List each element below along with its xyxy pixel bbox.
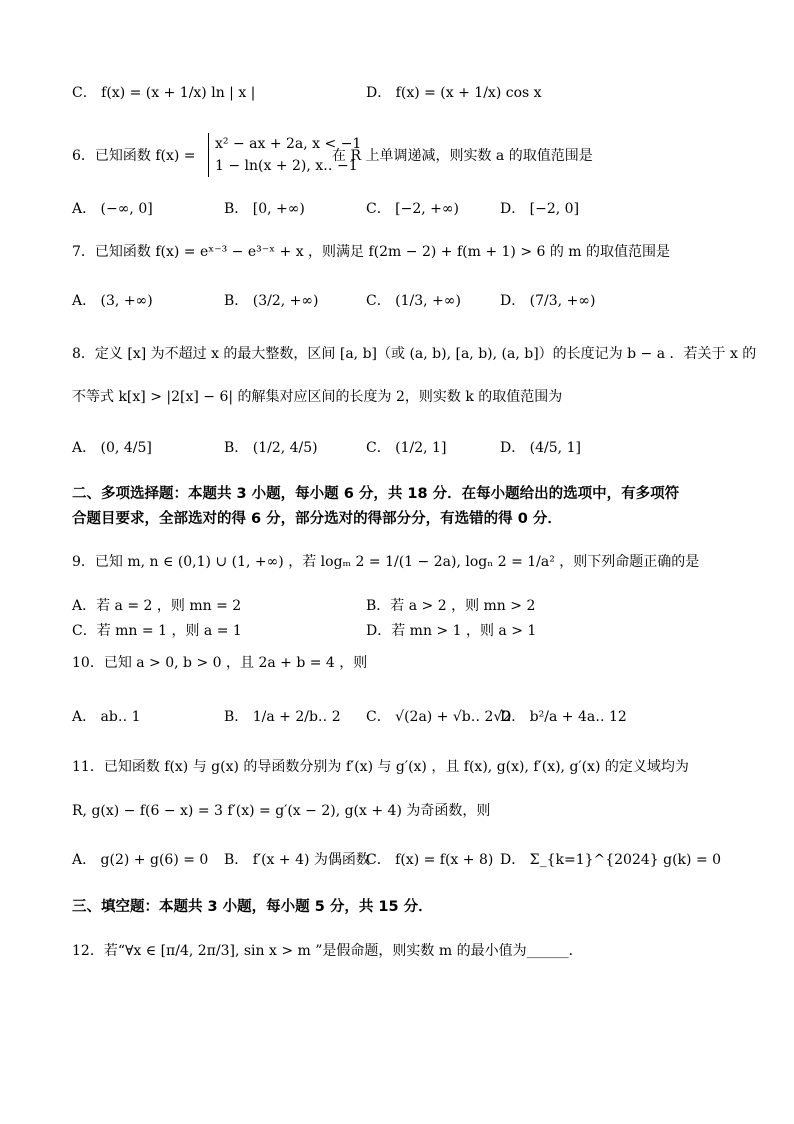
q7-option-a: A． (3, +∞) bbox=[72, 293, 153, 309]
section-3-heading: 三、填空题：本题共 3 小题，每小题 5 分，共 15 分． bbox=[72, 899, 433, 915]
q6-case-1: x² − ax + 2a, x < −1 bbox=[215, 136, 362, 152]
q8-option-c: C． (1/2, 1] bbox=[366, 440, 447, 456]
q6-option-d: D． [−2, 0] bbox=[500, 201, 580, 217]
q10-option-b: B． 1/a + 2/b‥ 2 bbox=[224, 709, 341, 725]
q11-option-d: D． Σ_{k=1}^{2024} g(k) = 0 bbox=[500, 852, 722, 868]
q9-option-b: B．若 a > 2 ，则 mn > 2 bbox=[366, 598, 536, 614]
q7-option-b: B． (3/2, +∞) bbox=[224, 293, 319, 309]
section-2-heading-line-1: 二、多项选择题：本题共 3 小题，每小题 6 分，共 18 分．在每小题给出的选项中，有多项符 bbox=[72, 486, 680, 502]
q7-stem: 7．已知函数 f(x) = eˣ⁻³ − e³⁻ˣ + x ，则满足 f(2m − 2) + f(m + 1) > 6 的 m 的取值范围是 bbox=[72, 244, 671, 260]
q8-line-2: 不等式 k[x] > |2[x] − 6| 的解集对应区间的长度为 2，则实数 k 的取值范围为 bbox=[72, 389, 563, 405]
q7-option-d: D． (7/3, +∞) bbox=[500, 293, 596, 309]
q11-option-a: A． g(2) + g(6) = 0 bbox=[72, 852, 209, 868]
q6-suffix: 在 R 上单调递减，则实数 a 的取值范围是 bbox=[332, 148, 593, 164]
q8-option-b: B． (1/2, 4/5) bbox=[224, 440, 318, 456]
q8-line-1: 8．定义 [x] 为不超过 x 的最大整数，区间 [a, b]（或 (a, b), [a, b), (a, b]）的长度记为 b − a ．若关于 x 的 bbox=[72, 346, 757, 362]
q6-option-c: C． [−2, +∞) bbox=[366, 201, 460, 217]
q10-option-a: A． ab‥ 1 bbox=[72, 709, 141, 725]
q6-option-a: A． (−∞, 0] bbox=[72, 201, 153, 217]
q10-option-c: C． √(2a) + √b‥ 2√2 bbox=[366, 709, 512, 725]
q6-prefix: 6．已知函数 f(x) = bbox=[72, 148, 196, 164]
q6-option-b: B． [0, +∞) bbox=[224, 201, 305, 217]
q9-option-d: D．若 mn > 1 ，则 a > 1 bbox=[366, 623, 537, 639]
q11-line-1: 11．已知函数 f(x) 与 g(x) 的导函数分别为 f′(x) 与 g′(x) ，且 f(x), g(x), f′(x), g′(x) 的定义域均为 bbox=[72, 759, 689, 775]
q11-line-2: R, g(x) − f(6 − x) = 3 f′(x) = g′(x − 2), g(x + 4) 为奇函数，则 bbox=[72, 803, 491, 819]
q10-stem: 10．已知 a > 0, b > 0 ，且 2a + b = 4 ，则 bbox=[72, 655, 368, 671]
q10-option-d: D． b²/a + 4a‥ 12 bbox=[500, 709, 627, 725]
q9-stem: 9．已知 m, n ∈ (0,1) ∪ (1, +∞) ，若 logₘ 2 = 1/(1 − 2a), logₙ 2 = 1/a² ，则下列命题正确的是 bbox=[72, 554, 700, 570]
q7-option-c: C． (1/3, +∞) bbox=[366, 293, 461, 309]
q8-option-a: A． (0, 4/5] bbox=[72, 440, 152, 456]
q8-option-d: D． (4/5, 1] bbox=[500, 440, 581, 456]
q11-option-b: B． f′(x + 4) 为偶函数 bbox=[224, 852, 370, 868]
q12-stem: 12．若“∀x ∈ [π/4, 2π/3], sin x > m ”是假命题，则实数 m 的最小值为______． bbox=[72, 943, 583, 959]
q9-option-c: C．若 mn = 1 ，则 a = 1 bbox=[72, 623, 242, 639]
q11-option-c: C． f(x) = f(x + 8) bbox=[366, 852, 494, 868]
q9-option-a: A．若 a = 2 ，则 mn = 2 bbox=[72, 598, 242, 614]
q6-case-2: 1 − ln(x + 2), x‥ −1 bbox=[215, 158, 358, 174]
q5-option-c: C． f(x) = (x + 1/x) ln | x | bbox=[72, 85, 256, 101]
section-2-heading-line-2: 合题目要求，全部选对的得 6 分，部分选对的得部分分，有选错的得 0 分． bbox=[72, 511, 562, 527]
q5-option-d: D． f(x) = (x + 1/x) cos x bbox=[366, 85, 542, 101]
